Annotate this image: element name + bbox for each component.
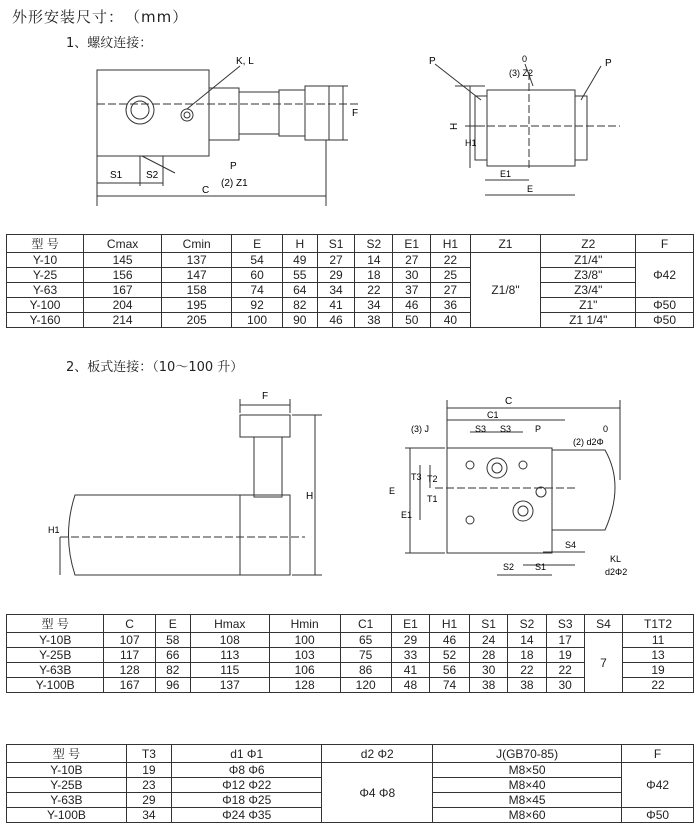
table-cell: 54 (232, 253, 283, 268)
table-cell: 18 (508, 648, 546, 663)
t2-header-hmax: Hmax (190, 615, 269, 633)
fig3-h-label: H (306, 491, 314, 502)
figure-threaded-side-view (80, 48, 370, 208)
fig4-s1-label: S1 (535, 562, 547, 572)
table-cell: Φ8 Φ6 (171, 763, 322, 778)
table-row (7, 763, 694, 778)
fig4-c-label: C (505, 396, 513, 407)
fig4-e1-label: E1 (401, 510, 413, 520)
t1-header-e: E (232, 235, 283, 253)
figure-plate-top-view (375, 390, 685, 590)
t1-header-s1: S1 (317, 235, 355, 253)
table-cell: 158 (162, 283, 232, 298)
table-cell: 46 (317, 313, 355, 328)
t1-header-z1: Z1 (470, 235, 541, 253)
fig4-t2-label: T2 (427, 474, 438, 484)
table-cell: Y-63B (7, 663, 104, 678)
fig1-p-label: P (230, 161, 237, 172)
t1-header-f: F (636, 235, 694, 253)
fig4-t1-label: T1 (427, 494, 438, 504)
table-cell: 65 (340, 633, 391, 648)
table-cell: 22 (546, 663, 584, 678)
table-cell: 137 (190, 678, 269, 693)
fig3-f-label: F (262, 391, 269, 402)
table-cell: 27 (393, 253, 431, 268)
table-cell: 100 (232, 313, 283, 328)
table-cell: 128 (104, 663, 155, 678)
table-cell: 19 (126, 763, 171, 778)
table-row (7, 253, 694, 268)
table-cell: 25 (431, 268, 470, 283)
table-cell: 38 (469, 678, 507, 693)
page-title: 外形安装尺寸： （mm） (12, 8, 189, 26)
fig2-e-label: E (527, 184, 534, 194)
t1-header-h1: H1 (431, 235, 470, 253)
t2-header-hmin: Hmin (269, 615, 340, 633)
table-cell: 56 (430, 663, 470, 678)
table-cell: 120 (340, 678, 391, 693)
t1-header-cmax: Cmax (84, 235, 162, 253)
table-cell: 92 (232, 298, 283, 313)
table-cell: 22 (431, 253, 470, 268)
table-cell: 18 (355, 268, 393, 283)
table-cell: 28 (469, 648, 507, 663)
table-cell: 96 (155, 678, 190, 693)
table-cell: Y-10 (7, 253, 84, 268)
t1-header-h: H (282, 235, 317, 253)
table-cell: 55 (282, 268, 317, 283)
table-cell: Y-100B (7, 808, 127, 823)
fig1-f-label: F (352, 108, 359, 119)
fig4-t3-label: T3 (411, 472, 422, 482)
table-cell: 49 (282, 253, 317, 268)
table-cell: 48 (391, 678, 429, 693)
t1-header-s2: S2 (355, 235, 393, 253)
table-cell: 204 (84, 298, 162, 313)
t2-header-s4: S4 (584, 615, 622, 633)
table-cell: 29 (317, 268, 355, 283)
table-cell: Φ50 (636, 313, 694, 328)
table-row (7, 633, 694, 648)
t1-header-cmin: Cmin (162, 235, 232, 253)
table-cell: Y-10B (7, 633, 104, 648)
table-cell: 30 (546, 678, 584, 693)
table-cell: 19 (623, 663, 694, 678)
fig4-s2-label: S2 (503, 562, 515, 572)
t2-header-e: E (155, 615, 190, 633)
table-cell: 106 (269, 663, 340, 678)
table-cell: Z3/8" (541, 268, 636, 283)
fig2-h1-label: H1 (465, 138, 477, 148)
table-cell: 60 (232, 268, 283, 283)
table-cell: 75 (340, 648, 391, 663)
t2-header-c: C (104, 615, 155, 633)
table-cell: 115 (190, 663, 269, 678)
table-cell: M8×45 (433, 793, 622, 808)
table-cell: Z1" (541, 298, 636, 313)
fig4-j-label: (3) J (411, 424, 429, 434)
figure-threaded-end-view (425, 50, 625, 205)
table-cell: 34 (317, 283, 355, 298)
table-cell: 107 (104, 633, 155, 648)
table-cell: 24 (469, 633, 507, 648)
fig1-kl-label: K, L (236, 56, 254, 67)
fig2-p-right-label: P (605, 58, 612, 69)
table-cell: 74 (232, 283, 283, 298)
table-cell: Y-100 (7, 298, 84, 313)
fig3-h1-label: H1 (48, 525, 60, 535)
fig4-p-label: P (535, 424, 542, 434)
table-cell: 113 (190, 648, 269, 663)
table-cell: 33 (391, 648, 429, 663)
table-cell: 27 (317, 253, 355, 268)
table-cell: Φ50 (622, 808, 694, 823)
t2-header-s1: S1 (469, 615, 507, 633)
table-cell: 40 (431, 313, 470, 328)
t3-d2-merged-cell: Φ4 Φ8 (322, 763, 433, 823)
table-cell: 147 (162, 268, 232, 283)
table-cell: 41 (317, 298, 355, 313)
table-cell: 195 (162, 298, 232, 313)
table-cell: Φ12 Φ22 (171, 778, 322, 793)
fig2-o-label: 0 (522, 54, 528, 64)
table-cell: 27 (431, 283, 470, 298)
table-cell: 74 (430, 678, 470, 693)
fig2-h-label: H (449, 122, 460, 130)
t1-header-model: 型 号 (7, 235, 84, 253)
table-cell: Z3/4" (541, 283, 636, 298)
table-cell: 34 (355, 298, 393, 313)
fig4-d2phi2-label: d2Φ2 (605, 567, 628, 577)
table-cell: 46 (430, 633, 470, 648)
t2-header-model: 型 号 (7, 615, 104, 633)
fig2-z2-label: (3) Z2 (509, 68, 534, 78)
section-1-heading: 1、螺纹连接： (66, 36, 153, 51)
table-cell: 167 (84, 283, 162, 298)
fig4-c1-label: C1 (487, 410, 499, 420)
table-cell: Z1/4" (541, 253, 636, 268)
table-cell: 117 (104, 648, 155, 663)
table-cell: Z1 1/4" (541, 313, 636, 328)
t3-header-f: F (622, 745, 694, 763)
table-cell: 64 (282, 283, 317, 298)
table-cell: 100 (269, 633, 340, 648)
table-cell: 17 (546, 633, 584, 648)
table-cell: 46 (393, 298, 431, 313)
table-cell: 29 (126, 793, 171, 808)
table-cell: 128 (269, 678, 340, 693)
table-cell: 22 (508, 663, 546, 678)
t2-s4-merged-cell: 7 (584, 633, 622, 693)
plate-fastener-table (6, 744, 694, 823)
table-cell: 66 (155, 648, 190, 663)
table-cell: 90 (282, 313, 317, 328)
figure-plate-side-view (40, 385, 330, 585)
table-cell: 167 (104, 678, 155, 693)
table-cell: 38 (355, 313, 393, 328)
t2-header-s2: S2 (508, 615, 546, 633)
fig4-kl-label: KL (610, 554, 622, 564)
table-cell: Φ50 (636, 298, 694, 313)
table-cell: Y-25B (7, 648, 104, 663)
table-cell: 145 (84, 253, 162, 268)
t3-header-model: 型 号 (7, 745, 127, 763)
table-cell: 82 (155, 663, 190, 678)
t2-header-c1: C1 (340, 615, 391, 633)
table-cell: 11 (623, 633, 694, 648)
fig1-s2-label: S2 (146, 170, 159, 181)
t1-z1-merged-cell: Z1/8" (470, 253, 541, 328)
table-cell: 22 (355, 283, 393, 298)
table-cell: 37 (393, 283, 431, 298)
table-cell: Y-25 (7, 268, 84, 283)
table-cell: Φ18 Φ25 (171, 793, 322, 808)
t3-header-j: J(GB70-85) (433, 745, 622, 763)
t2-header-e1: E1 (391, 615, 429, 633)
table-cell: 156 (84, 268, 162, 283)
t3-f-merged-cell: Φ42 (622, 763, 694, 808)
t1-header-e1: E1 (393, 235, 431, 253)
table-cell: M8×50 (433, 763, 622, 778)
fig4-s3a-label: S3 (475, 424, 487, 434)
table-row (7, 268, 694, 283)
table-cell: 14 (508, 633, 546, 648)
table-cell: Y-10B (7, 763, 127, 778)
table-cell: M8×40 (433, 778, 622, 793)
table-cell: Y-63 (7, 283, 84, 298)
table-row (7, 298, 694, 313)
table-cell: 30 (393, 268, 431, 283)
table-cell: 13 (623, 648, 694, 663)
fig2-p-left-label: P (429, 56, 436, 67)
table-cell: 108 (190, 633, 269, 648)
fig1-s1-label: S1 (110, 170, 123, 181)
fig4-e-label: E (389, 486, 396, 496)
threaded-spec-table (6, 234, 694, 328)
fig4-s4-label: S4 (565, 540, 577, 550)
table-cell: 36 (431, 298, 470, 313)
fig1-c-label: C (202, 185, 210, 196)
table-cell: 22 (623, 678, 694, 693)
table-cell: 23 (126, 778, 171, 793)
t1-header-z2: Z2 (541, 235, 636, 253)
fig4-o-label: 0 (603, 424, 609, 434)
table-cell: 34 (126, 808, 171, 823)
table-cell: M8×60 (433, 808, 622, 823)
table-cell: 41 (391, 663, 429, 678)
table-cell: 58 (155, 633, 190, 648)
t3-header-d2: d2 Φ2 (322, 745, 433, 763)
fig4-s3b-label: S3 (500, 424, 512, 434)
table-row (7, 313, 694, 328)
table-cell: 214 (84, 313, 162, 328)
table-cell: 52 (430, 648, 470, 663)
table-cell: 30 (469, 663, 507, 678)
table-cell: 29 (391, 633, 429, 648)
table-cell: 137 (162, 253, 232, 268)
section-2-heading: 2、板式连接：（10～100 升） (66, 360, 244, 375)
t3-header-d1: d1 Φ1 (171, 745, 322, 763)
fig2-e1-label: E1 (500, 169, 512, 179)
table-cell: 19 (546, 648, 584, 663)
fig4-d2-label: (2) d2Φ (573, 437, 604, 447)
table-cell: 50 (393, 313, 431, 328)
t2-header-t1t2: T1T2 (623, 615, 694, 633)
t2-header-h1: H1 (430, 615, 470, 633)
table-cell: 103 (269, 648, 340, 663)
t1-f-merged-cell: Φ42 (636, 253, 694, 298)
plate-spec-table (6, 614, 694, 693)
table-cell: 205 (162, 313, 232, 328)
table-cell: 38 (508, 678, 546, 693)
table-cell: 14 (355, 253, 393, 268)
t3-header-t3: T3 (126, 745, 171, 763)
table-cell: Φ24 Φ35 (171, 808, 322, 823)
table-row (7, 283, 694, 298)
table-cell: Y-25B (7, 778, 127, 793)
table-cell: Y-63B (7, 793, 127, 808)
t2-header-s3: S3 (546, 615, 584, 633)
fig1-z1-label: (2) Z1 (221, 178, 248, 189)
table-cell: Y-100B (7, 678, 104, 693)
table-cell: 86 (340, 663, 391, 678)
table-cell: 82 (282, 298, 317, 313)
table-cell: Y-160 (7, 313, 84, 328)
